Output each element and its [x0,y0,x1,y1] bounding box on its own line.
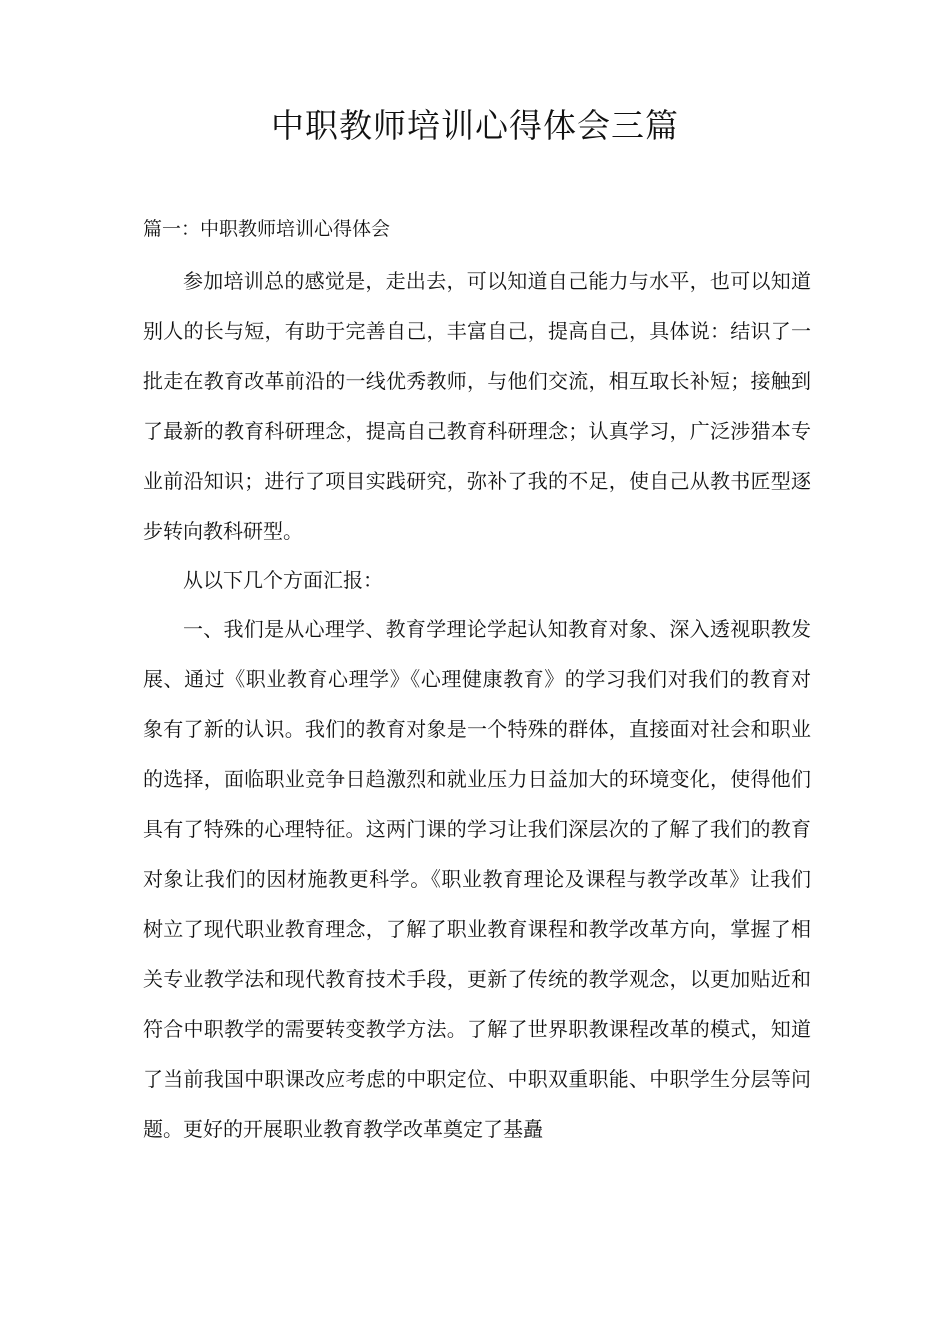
paragraph-report-aspects: 从以下几个方面汇报： [183,568,383,592]
paragraph-point-one: 一、我们是从心理学、教育学理论学起认知教育对象、深入透视职教发展、通过《职业教育心理学》《心理健康教育》的学习我们对我们的教育对象有了新的认识。我们的教育对象是一个特殊的群体，直接面对社会和职业的选择，面临职业竞争日趋激烈和就业压力日益加大的环境变化，使得他们具有了特殊的心理特征。这两门课的学习让我们深层次的了解了我们的教育对象让我们的因材施教更科学。《职业教育理论及课程与教学改革》让我们树立了现代职业教育理念，了解了职业教育课程和教学改革方向，掌握了相关专业教学法和现代教育技术手段，更新了传统的教学观念，以更加贴近和符合中职教学的需要转变教学方法。了解了世界职教课程改革的模式，知道了当前我国中职课改应考虑的中职定位、中职双重职能、中职学生分层等问题。更好的开展职业教育教学改革奠定了基矗 [143,617,811,1141]
paragraph-intro: 参加培训总的感觉是，走出去，可以知道自己能力与水平，也可以知道别人的长与短，有助于完善自己，丰富自己，提高自己，具体说：结识了一批走在教育改革前沿的一线优秀教师，与他们交流，相互取长补短；接触到了最新的教育科研理念，提高自己教育科研理念；认真学习，广泛涉猎本专业前沿知识；进行了项目实践研究，弥补了我的不足，使自己从教书匠型逐步转向教科研型。 [143,269,811,543]
document-title: 中职教师培训心得体会三篇 [271,106,679,145]
section-heading: 篇一：中职教师培训心得体会 [143,218,391,240]
